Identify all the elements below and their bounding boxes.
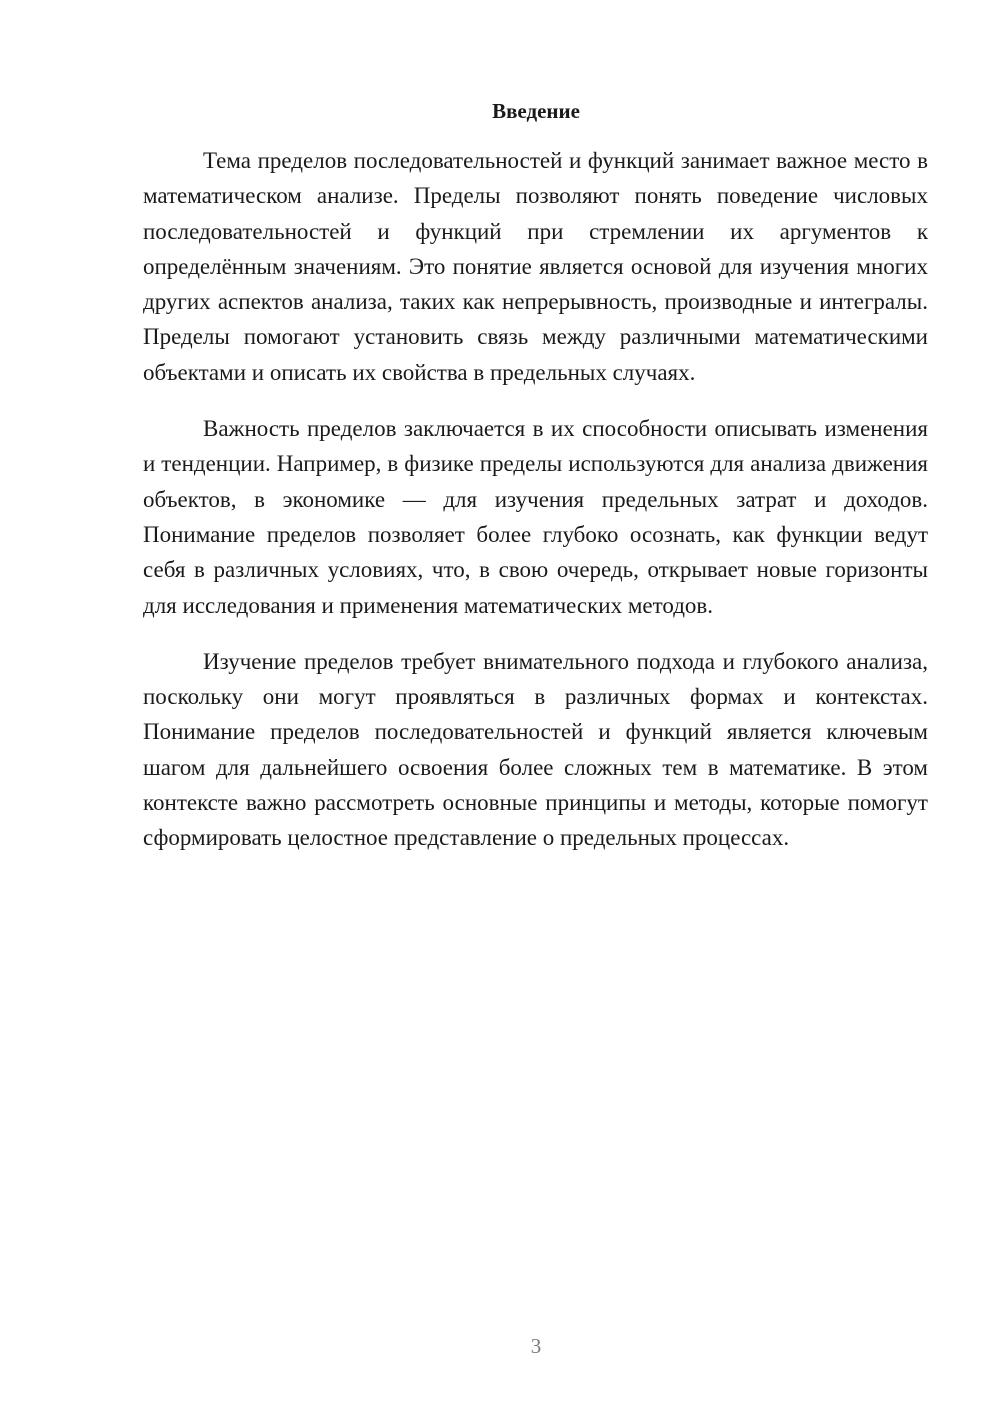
paragraph-2: Важность пределов заключается в их способности описывать изменения и тенденции. Например, в физике пределы используются для анализа движения объектов, в экономике — для изучения предельных затрат и доходов. Понимание пределов позволяет более глубоко осознать, как функции ведут себя в различных условиях, что, в свою очередь, открывает новые горизонты для исследования и применения математических методов. xyxy=(143,416,928,618)
body-text xyxy=(143,143,928,877)
section-heading: Введение xyxy=(492,99,580,123)
page-number: 3 xyxy=(530,1334,542,1358)
paragraph-3: Изучение пределов требует внимательного подхода и глубокого анализа, поскольку они могут проявляться в различных формах и контекстах. Понимание пределов последовательностей и функций является ключевым шагом для дальнейшего освоения более сложных тем в математике. В этом контексте важно рассмотреть основные принципы и методы, которые помогут сформировать целостное представление о предельных процессах. xyxy=(143,648,928,851)
paragraph-1: Тема пределов последовательностей и функций занимает важное место в математическом анализе. Пределы позволяют понять поведение числовых последовательностей и функций при стремлении их аргументов к определённым значениям. Это понятие является основой для изучения многих других аспектов анализа, таких как непрерывность, производные и интегралы. Пределы помогают установить связь между различными математическими объектами и описать их свойства в предельных случаях. xyxy=(143,148,928,385)
